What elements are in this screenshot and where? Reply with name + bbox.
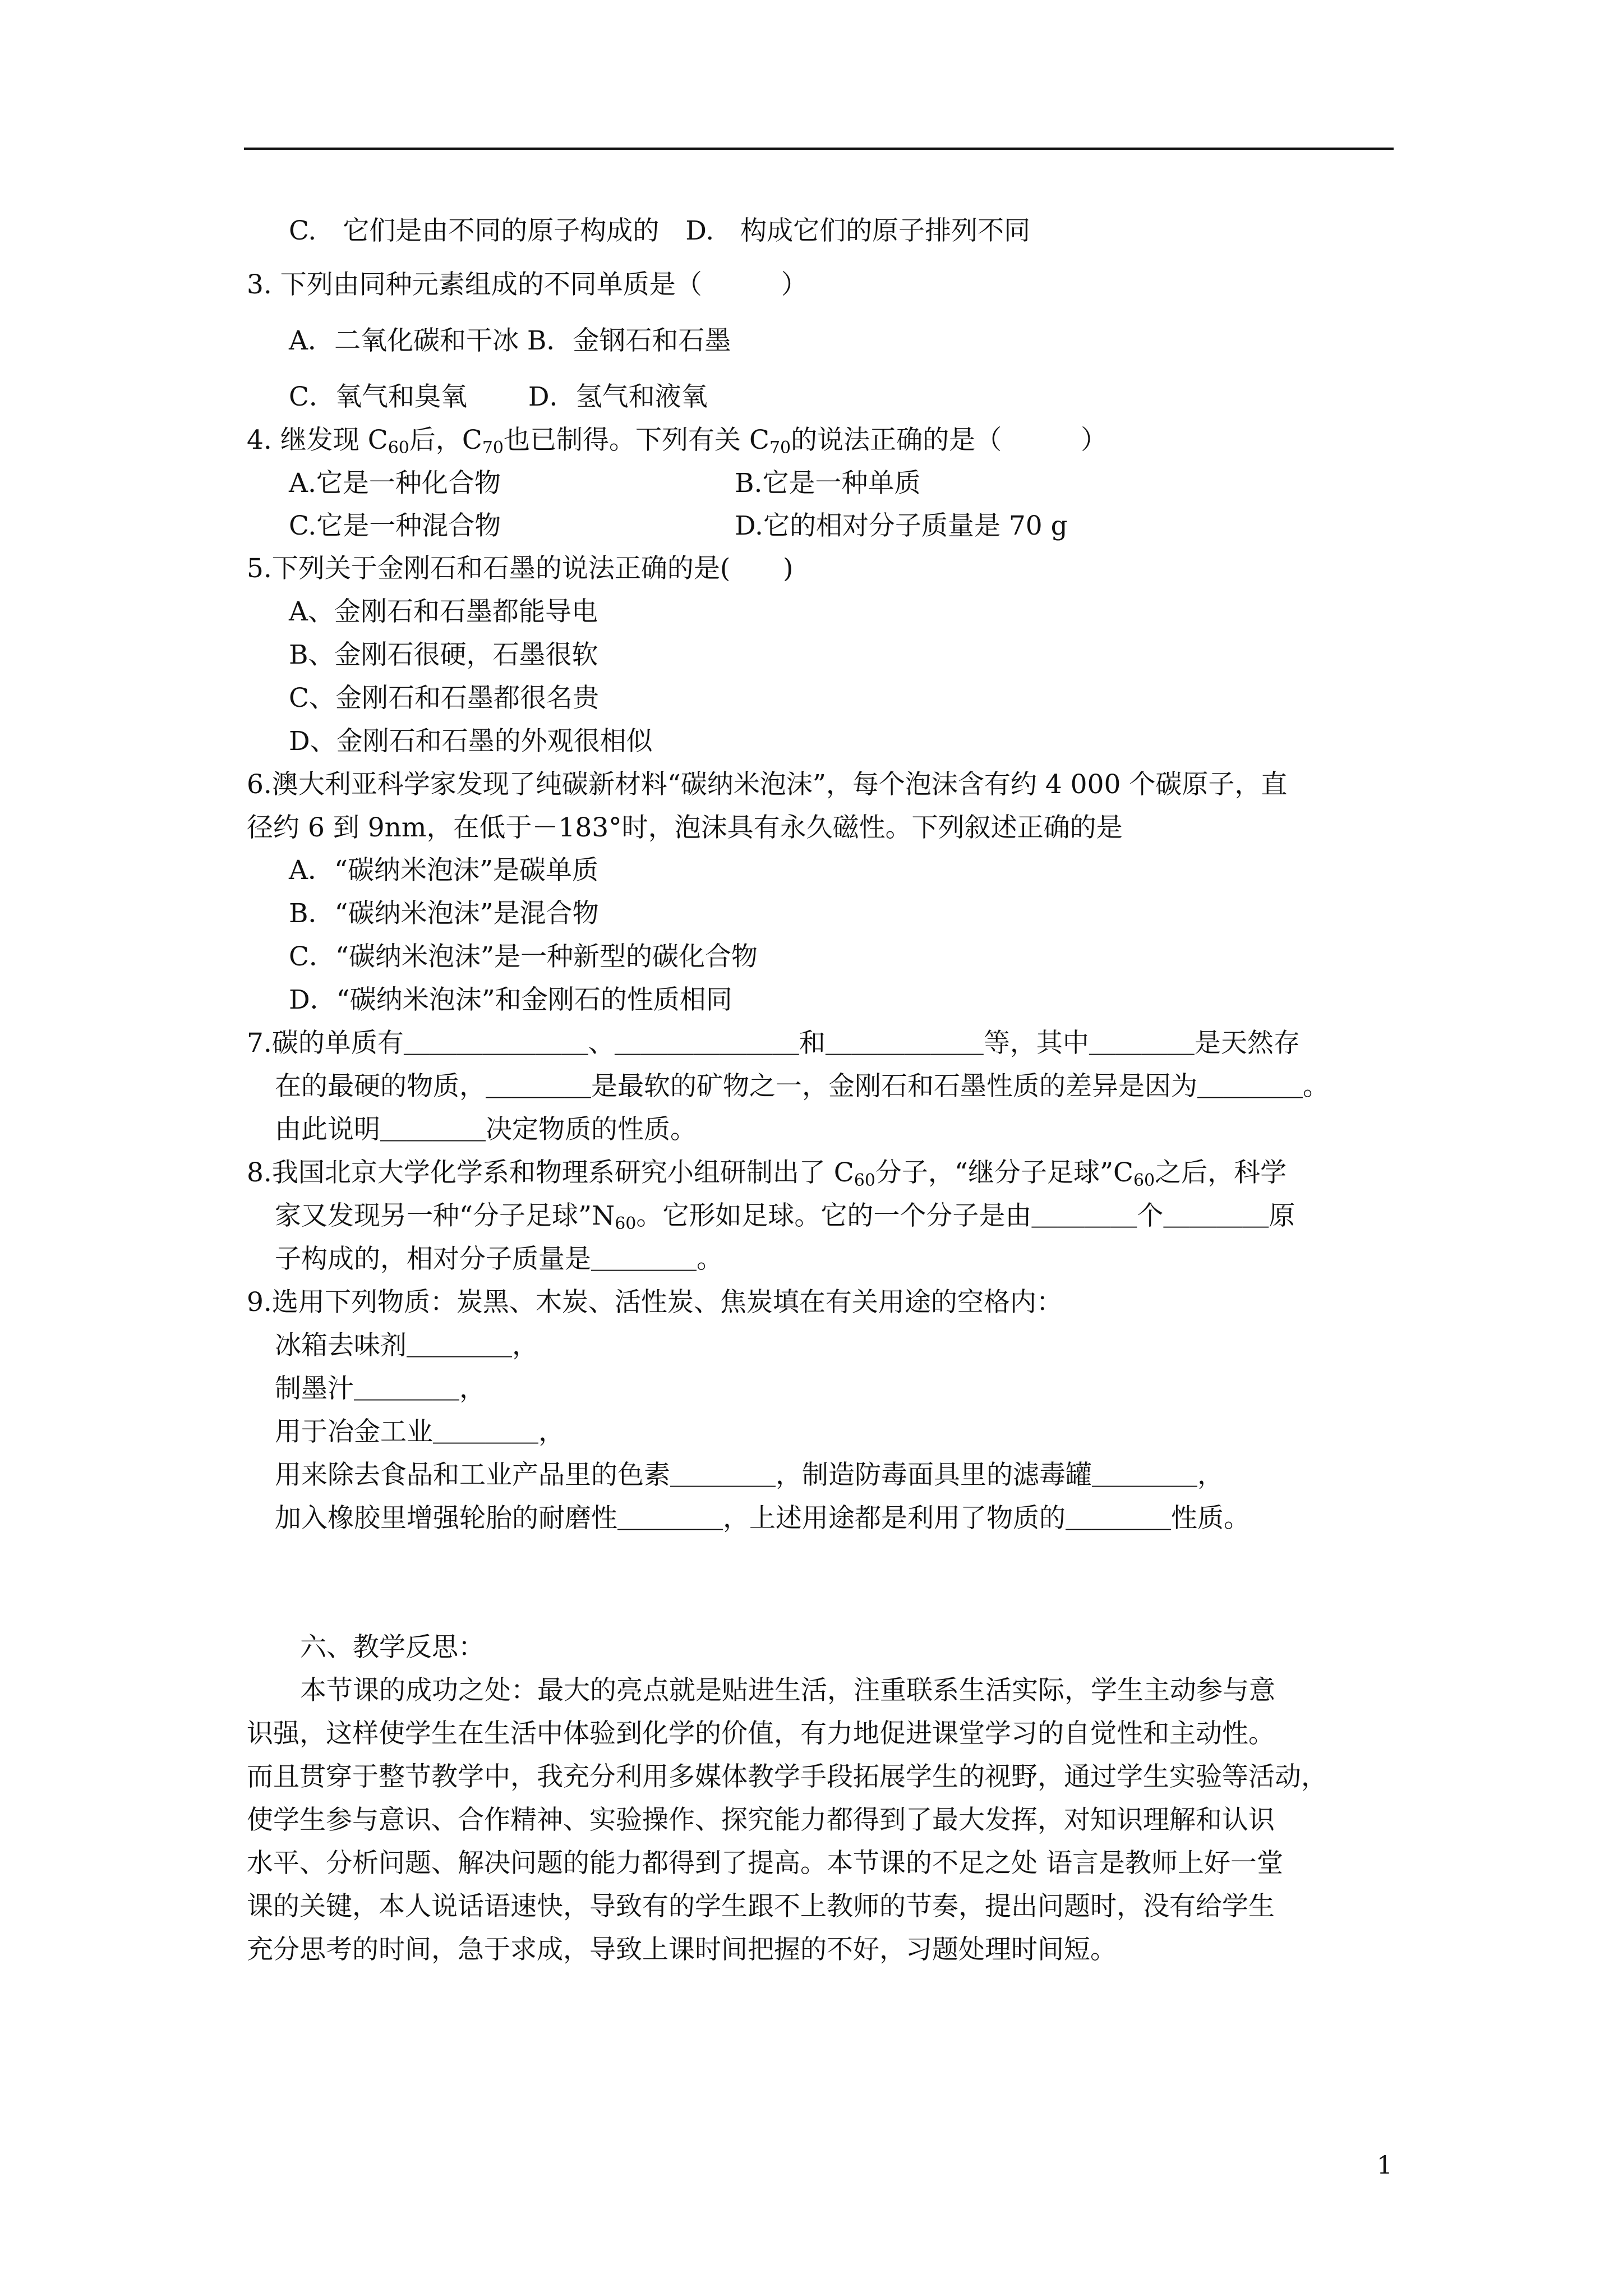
q5-option-b: B、金刚石很硬，石墨很软 bbox=[289, 639, 598, 670]
q6-option-b: B．“碳纳米泡沫”是混合物 bbox=[289, 898, 599, 929]
reflection-line2: 识强，这样使学生在生活中体验到化学的价值，有力地促进课堂学习的自觉性和主动性。 bbox=[247, 1718, 1275, 1749]
page-number: 1 bbox=[1377, 2151, 1393, 2180]
reflection-line7: 充分思考的时间，急于求成，导致上课时间把握的不好，习题处理时间短。 bbox=[247, 1934, 1117, 1965]
q5-option-a: A、金刚石和石墨都能导电 bbox=[289, 596, 598, 627]
q7-line2: 在的最硬的物质，＿＿＿＿是最软的矿物之一，金刚石和石墨性质的差异是因为＿＿＿＿。 bbox=[275, 1071, 1329, 1102]
q6-option-a: A．“碳纳米泡沫”是碳单质 bbox=[289, 855, 598, 886]
q9-line2: 制墨汁＿＿＿＿， bbox=[275, 1373, 486, 1404]
q9-line1: 冰箱去味剂＿＿＿＿， bbox=[275, 1330, 538, 1361]
reflection-heading: 六、教学反思： bbox=[300, 1632, 485, 1663]
q9-stem: 9.选用下列物质：炭黑、木炭、活性炭、焦炭填在有关用途的空格内： bbox=[247, 1287, 1063, 1318]
reflection-line5: 水平、分析问题、解决问题的能力都得到了提高。本节课的不足之处 语言是教师上好一堂 bbox=[247, 1848, 1283, 1879]
q4-option-a: A.它是一种化合物 bbox=[289, 468, 501, 499]
reflection-line4: 使学生参与意识、合作精神、实验操作、探究能力都得到了最大发挥，对知识理解和认识 bbox=[247, 1805, 1275, 1835]
q4-stem: 4. 继发现 $C_{60}$后，$C_{70}$也已制得。下列有关 $C_{70}$的说法正确的是（ ） bbox=[247, 425, 1108, 458]
q6-option-d: D．“碳纳米泡沫”和金刚石的性质相同 bbox=[289, 984, 732, 1015]
q8-line3: 子构成的，相对分子质量是＿＿＿＿。 bbox=[275, 1244, 723, 1274]
q7-line3: 由此说明＿＿＿＿决定物质的性质。 bbox=[275, 1114, 697, 1145]
q3-options-cd: C．氧气和臭氧 D．氢气和液氧 bbox=[289, 381, 708, 412]
q8-line2: 家又发现另一种“分子足球$”N_{60}$。它形如足球。它的一个分子是由＿＿＿＿个＿＿＿＿原 bbox=[275, 1200, 1295, 1234]
q4-option-b: B.它是一种单质 bbox=[735, 468, 921, 499]
q9-line5: 加入橡胶里增强轮胎的耐磨性＿＿＿＿，上述用途都是利用了物质的＿＿＿＿性质。 bbox=[275, 1503, 1250, 1534]
q4-option-c: C.它是一种混合物 bbox=[289, 510, 501, 541]
q3-options-ab: A．二氧化碳和干冰 B．金钢石和石墨 bbox=[289, 325, 731, 356]
q6-stem-line2: 径约 6 到 9nm，在低于－183°时，泡沫具有永久磁性。下列叙述正确的是 bbox=[247, 812, 1123, 843]
header-rule bbox=[244, 148, 1394, 150]
q3-stem: 3. 下列由同种元素组成的不同单质是（ ） bbox=[247, 269, 808, 300]
reflection-line3: 而且贯穿于整节教学中，我充分利用多媒体教学手段拓展学生的视野，通过学生实验等活动， bbox=[247, 1761, 1327, 1792]
q8-line1: 8.我国北京大学化学系和物理系研究小组研制出了 $C_{60}$分子，“继分子足球$”C_{60}$之后，科学 bbox=[247, 1157, 1287, 1190]
reflection-line1: 本节课的成功之处：最大的亮点就是贴进生活，注重联系生活实际，学生主动参与意 bbox=[300, 1675, 1275, 1706]
q4-option-d: D.它的相对分子质量是 70 g bbox=[735, 510, 1068, 541]
q6-stem-line1: 6.澳大利亚科学家发现了纯碳新材料“碳纳米泡沫”，每个泡沫含有约 4 000 个碳原子，直 bbox=[247, 769, 1288, 800]
q5-option-c: C、金刚石和石墨都很名贵 bbox=[289, 683, 599, 714]
q2-options-cd: C. 它们是由不同的原子构成的 D. 构成它们的原子排列不同 bbox=[289, 215, 1031, 246]
q7-line1: 7.碳的单质有＿＿＿＿＿＿＿、＿＿＿＿＿＿＿和＿＿＿＿＿＿等，其中＿＿＿＿是天然存 bbox=[247, 1028, 1300, 1059]
q9-line3: 用于冶金工业＿＿＿＿， bbox=[275, 1416, 565, 1447]
q9-line4: 用来除去食品和工业产品里的色素＿＿＿＿，制造防毒面具里的滤毒罐＿＿＿＿， bbox=[275, 1460, 1224, 1490]
q5-stem: 5.下列关于金刚石和石墨的说法正确的是( ) bbox=[247, 553, 794, 584]
q6-option-c: C．“碳纳米泡沫”是一种新型的碳化合物 bbox=[289, 941, 758, 972]
reflection-line6: 课的关键，本人说话语速快，导致有的学生跟不上教师的节奏，提出问题时，没有给学生 bbox=[247, 1891, 1275, 1922]
q5-option-d: D、金刚石和石墨的外观很相似 bbox=[289, 726, 653, 757]
